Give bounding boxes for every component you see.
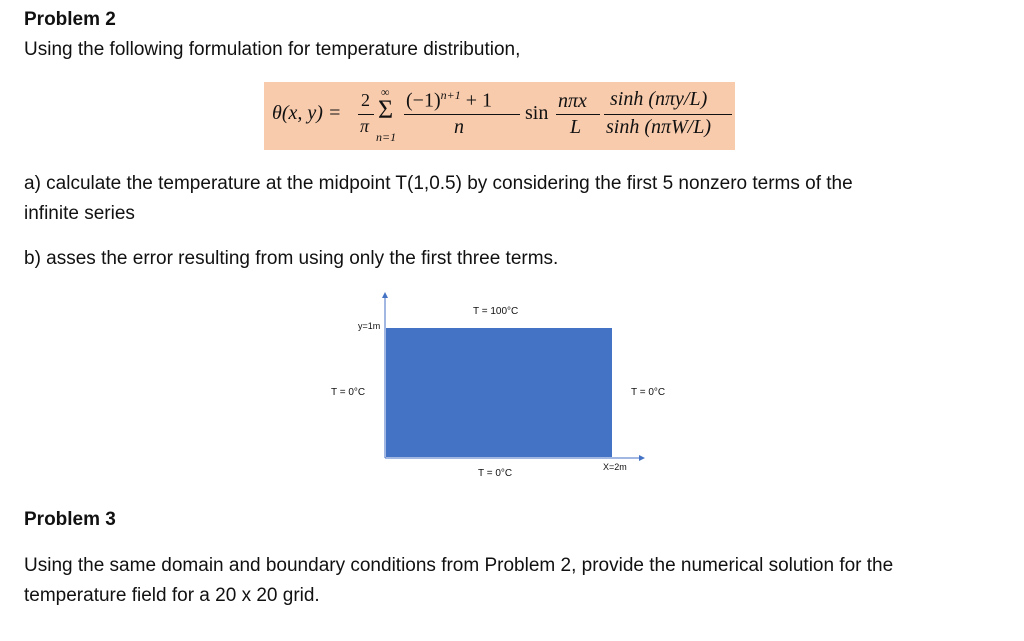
problem3-line1: Using the same domain and boundary conditions from Problem 2, provide the numerical solution for the	[24, 555, 894, 576]
part-a-line2: infinite series	[24, 203, 135, 224]
problem3-line2: temperature field for a 20 x 20 grid.	[24, 585, 320, 606]
formula-sum-symbol: Σ	[378, 95, 394, 124]
y-dimension-label: y=1m	[358, 321, 381, 331]
formula-frac1-exp: n+1	[440, 88, 461, 102]
problem2-intro: Using the following formulation for temperature distribution,	[24, 39, 521, 60]
x-dimension-label: X=2m	[603, 462, 627, 472]
formula-frac3-num: sinh (nπy/L)	[610, 88, 708, 110]
formula-sum-upper: ∞	[381, 85, 390, 99]
part-b: b) asses the error resulting from using only the first three terms.	[24, 248, 559, 269]
domain-rectangle	[386, 328, 612, 457]
x-axis-arrow-icon	[639, 455, 645, 461]
top-bc-label: T = 100°C	[473, 306, 519, 317]
formula-sin: sin	[525, 102, 549, 124]
formula-coef-den: π	[360, 116, 370, 136]
formula-lhs: θ(x, y) =	[272, 102, 342, 124]
formula-frac2-num: nπx	[558, 90, 587, 112]
y-axis-arrow-icon	[382, 292, 388, 298]
formula-frac1-den: n	[454, 116, 464, 138]
formula-frac3-den: sinh (nπW/L)	[606, 116, 712, 138]
formula-frac1-base: (−1)	[406, 89, 441, 112]
left-bc-label: T = 0°C	[331, 387, 366, 398]
problem3-heading: Problem 3	[24, 509, 116, 530]
bottom-bc-label: T = 0°C	[478, 468, 513, 479]
formula-coef-num: 2	[361, 90, 370, 110]
formula-frac1-tail: + 1	[465, 89, 492, 112]
part-a-line1: a) calculate the temperature at the midpoint T(1,0.5) by considering the first 5 nonzero terms of the	[24, 173, 853, 194]
formula-frac2-den: L	[570, 116, 582, 138]
formula-sum-lower: n=1	[376, 130, 397, 144]
right-bc-label: T = 0°C	[631, 387, 666, 398]
problem2-heading: Problem 2	[24, 9, 116, 30]
